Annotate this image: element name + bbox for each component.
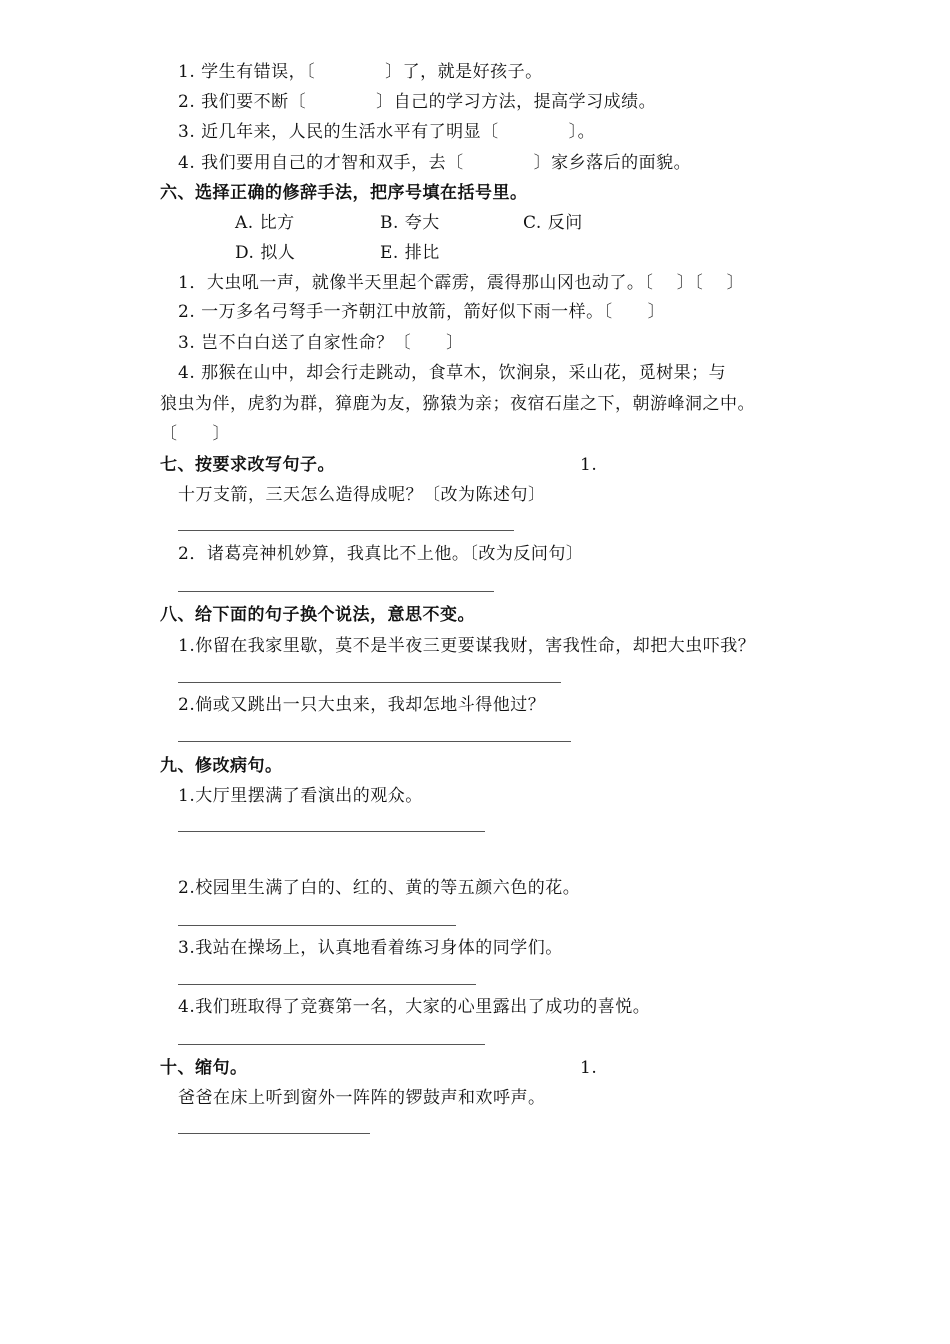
s7-num: 1.: [580, 455, 598, 475]
answer-line: [178, 1133, 370, 1134]
s5-item-3: 3. 近几年来，人民的生活水平有了明显〔 〕。: [178, 122, 596, 142]
s7-item-1: 十万支箭，三天怎么造得成呢？〔改为陈述句〕: [178, 485, 546, 505]
s10-num: 1.: [580, 1058, 598, 1078]
answer-line: [178, 682, 561, 683]
s6-item-4-line1: 4. 那猴在山中，却会行走跳动，食草木，饮涧泉，采山花，觅树果；与: [178, 363, 727, 383]
option-b: B. 夸大: [380, 213, 440, 233]
s5-item-4: 4. 我们要用自己的才智和双手，去〔 〕家乡落后的面貌。: [178, 153, 692, 173]
s7-item-2: 2．诸葛亮神机妙算，我真比不上他。〔改为反问句〕: [178, 544, 584, 564]
s9-item-2: 2.校园里生满了白的、红的、黄的等五颜六色的花。: [178, 878, 581, 898]
s9-item-4: 4.我们班取得了竞赛第一名，大家的心里露出了成功的喜悦。: [178, 997, 651, 1017]
s8-item-1: 1.你留在我家里歇，莫不是半夜三更要谋我财，害我性命，却把大虫吓我？: [178, 636, 756, 656]
s6-item-4-line2: 狼虫为伴，虎豹为群，獐鹿为友，猕猿为亲；夜宿石崖之下，朝游峰洞之中。: [160, 394, 755, 414]
s6-item-3: 3. 岂不白白送了自家性命？〔 〕: [178, 333, 464, 353]
option-d: D. 拟人: [235, 243, 296, 263]
answer-line: [178, 925, 456, 926]
option-a: A. 比方: [235, 213, 295, 233]
answer-line: [178, 1044, 485, 1045]
s8-item-2: 2.倘或又跳出一只大虫来，我却怎地斗得他过？: [178, 695, 546, 715]
s9-item-1: 1.大厅里摆满了看演出的观众。: [178, 786, 423, 806]
s5-item-1: 1. 学生有错误，〔 〕了，就是好孩子。: [178, 62, 543, 82]
s5-item-2: 2. 我们要不断〔 〕自己的学习方法，提高学习成绩。: [178, 92, 657, 112]
option-e: E. 排比: [380, 243, 440, 263]
answer-line: [178, 984, 476, 985]
option-c: C. 反问: [523, 213, 583, 233]
s10-item-1: 爸爸在床上听到窗外一阵阵的锣鼓声和欢呼声。: [178, 1088, 546, 1108]
section-9-title: 九、修改病句。: [160, 756, 283, 776]
section-8-title: 八、给下面的句子换个说法，意思不变。: [160, 605, 475, 625]
answer-line: [178, 741, 571, 742]
s6-item-1: 1．大虫吼一声，就像半天里起个霹雳，震得那山冈也动了。〔 〕〔 〕: [178, 273, 745, 293]
s9-item-3: 3.我站在操场上，认真地看着练习身体的同学们。: [178, 938, 563, 958]
section-7-title: 七、按要求改写句子。: [160, 455, 335, 475]
answer-line: [178, 530, 514, 531]
s6-item-2: 2. 一万多名弓弩手一齐朝江中放箭，箭好似下雨一样。〔 〕: [178, 302, 666, 322]
answer-line: [178, 831, 485, 832]
answer-line: [178, 591, 494, 592]
section-10-title: 十、缩句。: [160, 1058, 248, 1078]
section-6-title: 六、选择正确的修辞手法，把序号填在括号里。: [160, 183, 528, 203]
s6-item-4-answer: 〔 〕: [160, 424, 230, 444]
